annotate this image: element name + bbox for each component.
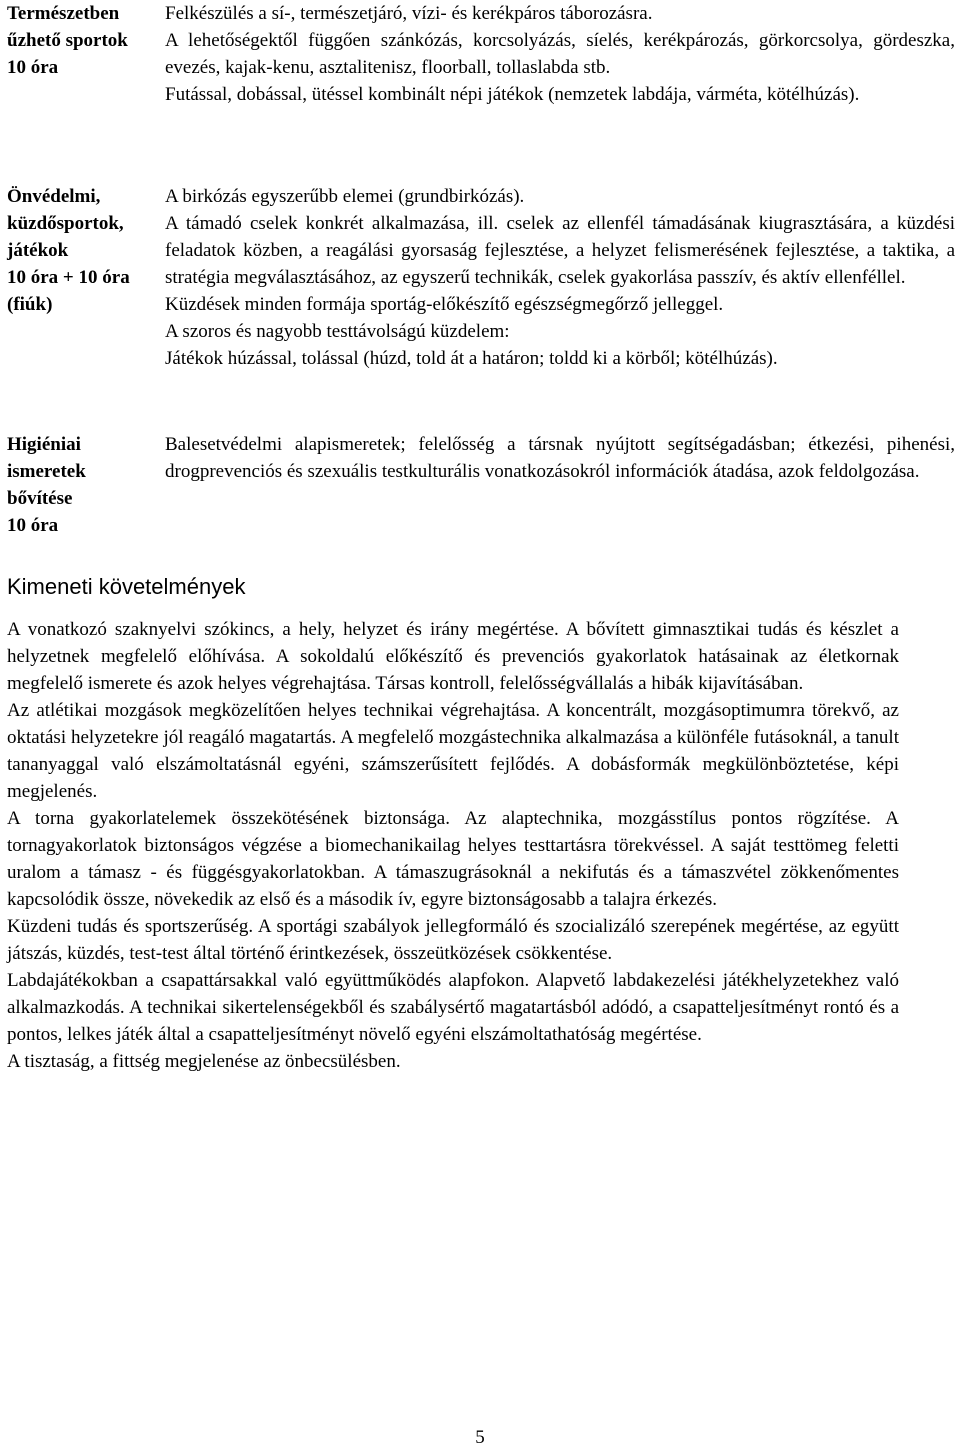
topic-label-line: ismeretek xyxy=(7,461,86,482)
topic-paragraph: A birkózás egyszerűbb elemei (grundbirkózás). xyxy=(165,186,525,207)
topic-label-line: (fiúk) xyxy=(7,294,53,315)
topic-paragraph: Felkészülés a sí-, természetjáró, vízi- és kerékpáros táborozásra. xyxy=(165,3,653,24)
outcome-paragraph: A tisztaság, a fittség megjelenése az önbecsülésben. xyxy=(7,1051,401,1072)
outcome-paragraph: Küzdeni tudás és sportszerűség. A sportági szabályok jellegformáló és szocializáló szerepének megértése, az együtt játszás, küzdés, test-test által történő érintkezések, összeütközések csökkentése. xyxy=(7,916,899,964)
topic-combat-sports xyxy=(7,183,957,431)
topic-content xyxy=(165,431,955,485)
topic-paragraph: A lehetőségektől függően szánkózás, korcsolyázás, síelés, kerékpározás, görkorcsolya, gördeszka, evezés, kajak-kenu, asztalitenisz, floorball, tollaslabda stb. xyxy=(165,30,955,78)
topic-content xyxy=(165,0,955,108)
topic-paragraph: Játékok húzással, tolással (húzd, told át a határon; toldd ki a körből; kötélhúzás). xyxy=(165,348,778,369)
outcome-paragraph: Az atlétikai mozgások megközelítően helyes technikai végrehajtása. A koncentrált, mozgásoptimumra törekvő, az oktatási helyzetekre jól reagáló magatartás. A megfelelő mozgástechnika alkalmazása a különféle futásoknál, a tanult tananyaggal való elszámoltatásnál egyéni, számszerűsített fejlődés. A dobásformák megkülönböztetése, képi megjelenés. xyxy=(7,700,899,802)
topic-paragraph: Futással, dobással, ütéssel kombinált népi játékok (nemzetek labdája, várméta, kötélhúzás). xyxy=(165,84,860,105)
topic-label-line: űzhető sportok xyxy=(7,30,128,51)
topic-label-line: Higiéniai xyxy=(7,434,81,455)
topic-paragraph: A szoros és nagyobb testtávolságú küzdelem: xyxy=(165,321,510,342)
topic-label-line: Természetben xyxy=(7,3,120,24)
page-number: 5 xyxy=(475,1427,485,1448)
outcome-paragraph: A vonatkozó szaknyelvi szókincs, a hely, helyzet és irány megértése. A bővített gimnasztikai tudás és készlet a helyzetnek megfelelő előhívása. A sokoldalú előkészítő és prevenciós gyakorlatok hatásainak az életkornak megfelelő ismerete és azok helyes végrehajtása. Társas kontroll, felelősségvállalás a hibák kijavításában. xyxy=(7,619,899,694)
topic-label-line: küzdősportok, xyxy=(7,213,124,234)
topic-paragraph: Küzdések minden formája sportág-előkészítő egészségmegőrző jelleggel. xyxy=(165,294,724,315)
outcome-paragraph: Labdajátékokban a csapattársakkal való együttműködés alapfokon. Alapvető labdakezelési játékhelyzetekhez való alkalmazkodás. A technikai sikertelenségekből és szabálysértő magatartásból adódó, a csapatteljesítményt rontó és a pontos, lelkes játék által a csapatteljesítményt növelő egyéni elszámoltathatóság megértése. xyxy=(7,970,899,1045)
topic-paragraph: A támadó cselek konkrét alkalmazása, ill. cselek az ellenfél támadásának kiugrasztására, a küzdési feladatok közben, a reagálási gyorsaság fejlesztése, a helyzet felismerésének fejlesztése, a taktika, a stratégia megválasztásához, az egyszerű technikák, cselek gyakorlása passzív, és aktív ellenféllel. xyxy=(165,213,955,288)
topic-label xyxy=(7,431,165,539)
topic-paragraph: Balesetvédelmi alapismeretek; felelősség a társnak nyújtott segítségadásban; étkezési, pihenési, drogprevenciós és szexuális testkulturális vonatkozásokról információk átadása, azok feldolgozása. xyxy=(165,434,955,482)
topic-table xyxy=(7,0,957,561)
topic-label-line: 10 óra xyxy=(7,57,59,78)
topic-outdoor-sports xyxy=(7,0,957,183)
topic-label-line: 10 óra + 10 óra xyxy=(7,267,130,288)
topic-label-line: Önvédelmi, xyxy=(7,186,101,207)
topic-content xyxy=(165,183,955,372)
section-heading: Kimeneti követelmények xyxy=(7,574,246,599)
topic-label xyxy=(7,183,165,318)
topic-hygiene xyxy=(7,431,957,561)
topic-label-line: játékok xyxy=(7,240,69,261)
topic-label-line: 10 óra xyxy=(7,515,59,536)
outcome-paragraph: A torna gyakorlatelemek összekötésének biztonsága. Az alaptechnika, mozgásstílus pontos rögzítése. A tornagyakorlatok biztonságos végzése a biomechanikailag helyes testtartásra törekvéssel. A saját testtömeg feletti uralom a támasz - és függésgyakorlatokban. A támaszugrásoknál a nekifutás és a támaszvétel zökkenőmentes kapcsolódik össze, növekedik az első és a második ív, egyre biztonságosabb a talajra érkezés. xyxy=(7,808,899,910)
topic-label xyxy=(7,0,165,81)
outcome-requirements xyxy=(7,616,899,1075)
topic-label-line: bővítése xyxy=(7,488,73,509)
